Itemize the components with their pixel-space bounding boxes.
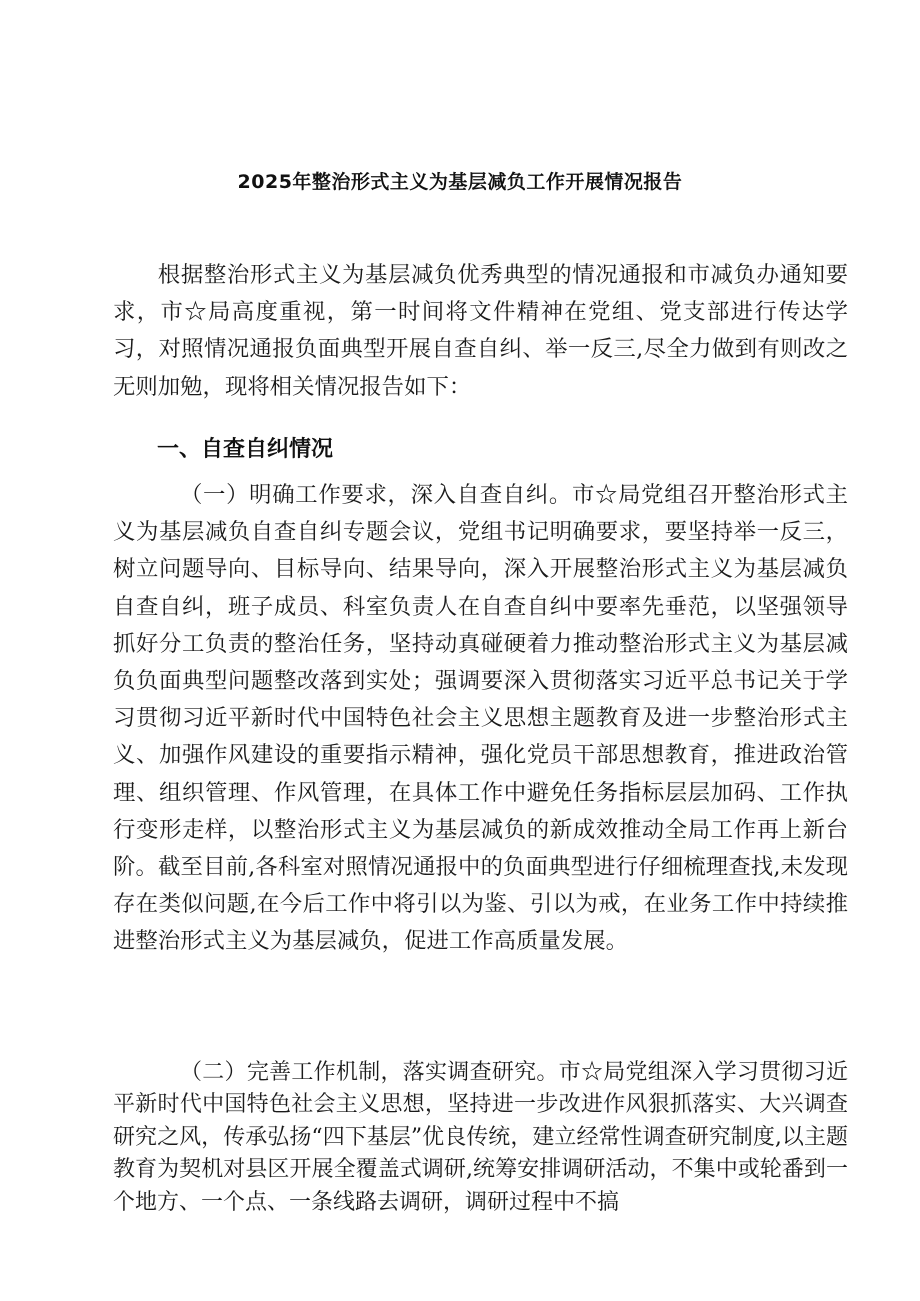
section-heading-self-inspection: 一、自查自纠情况 xyxy=(157,437,334,462)
document-title: 2025年整治形式主义为基层减负工作开展情况报告 xyxy=(237,171,683,193)
intro-paragraph: 根据整治形式主义为基层减负优秀典型的情况通报和市减负办通知要求，市☆局高度重视，第一时间将文件精神在党组、党支部进行传达学习，对照情况通报负面典型开展自查自纠、举一反三,尽全力做到有则改之无则加勉，现将相关情况报告如下： xyxy=(113,262,848,400)
subsection-paragraph-2: （二）完善工作机制，落实调查研究。市☆局党组深入学习贯彻习近平新时代中国特色社会主义思想，坚持进一步改进作风狠抓落实、大兴调查研究之风，传承弘扬“四下基层”优良传统，建立经常性调查研究制度,以主题教育为契机对县区开展全覆盖式调研,统筹安排调研活动，不集中或轮番到一个地方、一个点、一条线路去调研，调研过程中不搞 xyxy=(113,1060,848,1215)
subsection-paragraph-1: （一）明确工作要求，深入自查自纠。市☆局党组召开整治形式主义为基层减负自查自纠专题会议，党组书记明确要求，要坚持举一反三，树立问题导向、目标导向、结果导向，深入开展整治形式主义为基层减负自查自纠，班子成员、科室负责人在自查自纠中要率先垂范，以坚强领导抓好分工负责的整治任务，坚持动真碰硬着力推动整治形式主义为基层减负负面典型问题整改落到实处；强调要深入贯彻落实习近平总书记关于学习贯彻习近平新时代中国特色社会主义思想主题教育及进一步整治形式主义、加强作风建设的重要指示精神，强化党员干部思想教育，推进政治管理、组织管理、作风管理，在具体工作中避免任务指标层层加码、工作执行变形走样，以整治形式主义为基层减负的新成效推动全局工作再上新台阶。截至目前,各科室对照情况通报中的负面典型进行仔细梳理查找,未发现存在类似问题,在今后工作中将引以为鉴、引以为戒，在业务工作中持续推进整治形式主义为基层减负，促进工作高质量发展。 xyxy=(113,482,848,955)
